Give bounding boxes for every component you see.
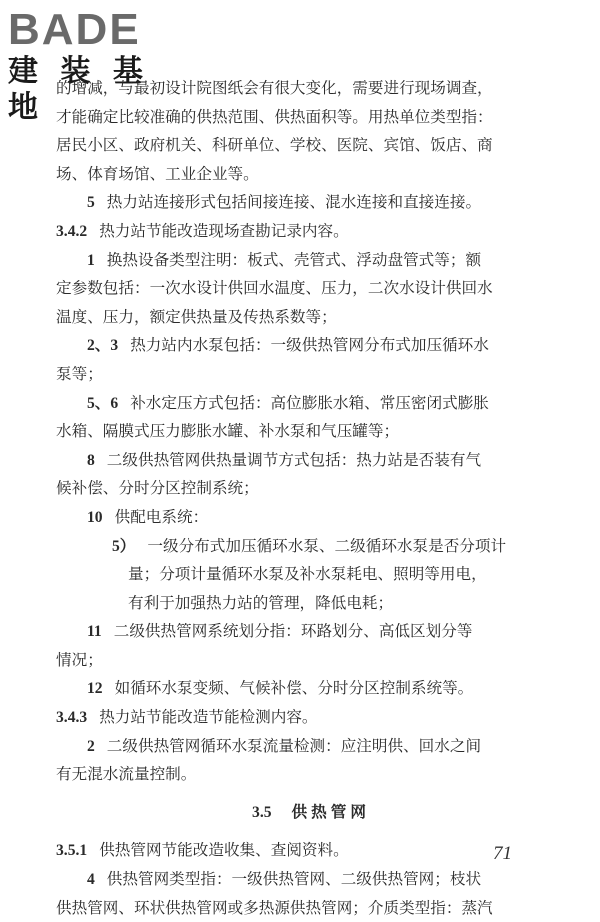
clause-2 (56, 732, 566, 761)
clause-2-3 (56, 331, 566, 360)
clause-number: 5 (87, 194, 95, 212)
clause-number: 1 (87, 251, 95, 269)
clause-text: 热力站节能改造节能检测内容。 (99, 708, 318, 727)
clause-text: 供配电系统： (114, 507, 209, 526)
clause-text: 二级供热管网系统划分指：环路划分、高低区划分等 (113, 622, 473, 641)
clause-number: 8 (87, 451, 95, 469)
clause-text: 一级分布式加压循环水泵、二级循环水泵是否分项计 (147, 536, 507, 555)
clause-text: 换热设备类型注明：板式、壳管式、浮动盘管式等；额 (106, 250, 482, 269)
text-line: 有利于加强热力站的管理，降低电耗； (128, 593, 394, 612)
text-line: 温度、压力，额定供热量及传热系数等； (56, 307, 337, 326)
text-line: 的增减，与最初设计院图纸会有很大变化，需要进行现场调查， (56, 79, 493, 97)
section-heading (56, 799, 566, 828)
logo-brand: BADE (8, 5, 141, 54)
clause-1 (56, 246, 566, 275)
clause-5-6 (56, 389, 566, 418)
text-line: 居民小区、政府机关、科研单位、学校、医院、宾馆、饭店、商 (56, 136, 493, 155)
section-number: 3.5 (252, 803, 272, 821)
text-line: 候补偿、分时分区控制系统； (56, 479, 259, 498)
clause-4 (56, 865, 566, 894)
clause-number: 4 (87, 871, 95, 889)
clause-number: 5） (112, 537, 136, 555)
clause-text: 热力站连接形式包括间接连接、混水连接和直接连接。 (106, 193, 482, 212)
text-line: 定参数包括：一次水设计供回水温度、压力，二次水设计供回水 (56, 279, 493, 298)
clause-number: 12 (87, 680, 103, 698)
clause-number: 2 (87, 737, 95, 755)
clause-3-5-1 (56, 836, 566, 865)
text-line: 有无混水流量控制。 (56, 765, 197, 784)
clause-number: 2、3 (87, 337, 119, 355)
clause-5 (56, 188, 566, 217)
clause-text: 二级供热管网供热量调节方式包括：热力站是否装有气 (106, 450, 482, 469)
clause-text: 二级供热管网循环水泵流量检测：应注明供、回水之间 (106, 736, 482, 755)
clause-12 (56, 674, 566, 703)
clause-text: 如循环水泵变频、气候补偿、分时分区控制系统等。 (114, 679, 474, 698)
clause-text: 补水定压方式包括：高位膨胀水箱、常压密闭式膨胀 (130, 393, 489, 412)
text-line: 量；分项计量循环水泵及补水泵耗电、照明等用电， (128, 565, 487, 584)
clause-3-4-2 (56, 217, 566, 246)
text-line: 水箱、隔膜式压力膨胀水罐、补水泵和气压罐等； (56, 422, 400, 441)
text-line: 泵等； (56, 364, 103, 383)
clause-10 (56, 503, 566, 532)
text-line: 场、体育场馆、工业企业等。 (56, 164, 259, 183)
clause-number: 10 (87, 508, 103, 526)
text-line: 才能确定比较准确的供热范围、供热面积等。用热单位类型指： (56, 107, 493, 126)
clause-text: 供热管网节能改造收集、查阅资料。 (99, 841, 349, 860)
clause-11 (56, 617, 566, 646)
clause-text: 热力站节能改造现场查勘记录内容。 (99, 221, 349, 240)
page-body (56, 74, 566, 922)
clause-8 (56, 446, 566, 475)
clause-number: 5、6 (87, 394, 119, 412)
clause-number: 3.4.2 (56, 222, 88, 240)
page-number: 71 (493, 843, 512, 864)
sub-clause-5 (56, 532, 566, 561)
clause-number: 11 (87, 623, 102, 641)
clause-text: 热力站内水泵包括：一级供热管网分布式加压循环水 (130, 336, 489, 355)
clause-text: 供热管网类型指：一级供热管网、二级供热管网；枝状 (106, 870, 482, 889)
text-line: 供热管网、环状供热管网或多热源供热管网；介质类型指：蒸汽 (56, 898, 493, 917)
clause-number: 3.5.1 (56, 842, 88, 860)
section-title: 供热管网 (291, 803, 370, 821)
clause-number: 3.4.3 (56, 709, 88, 727)
logo-subtitle: 建 装 基 地 (8, 54, 149, 125)
text-line: 情况； (56, 650, 103, 669)
clause-3-4-3 (56, 703, 566, 732)
